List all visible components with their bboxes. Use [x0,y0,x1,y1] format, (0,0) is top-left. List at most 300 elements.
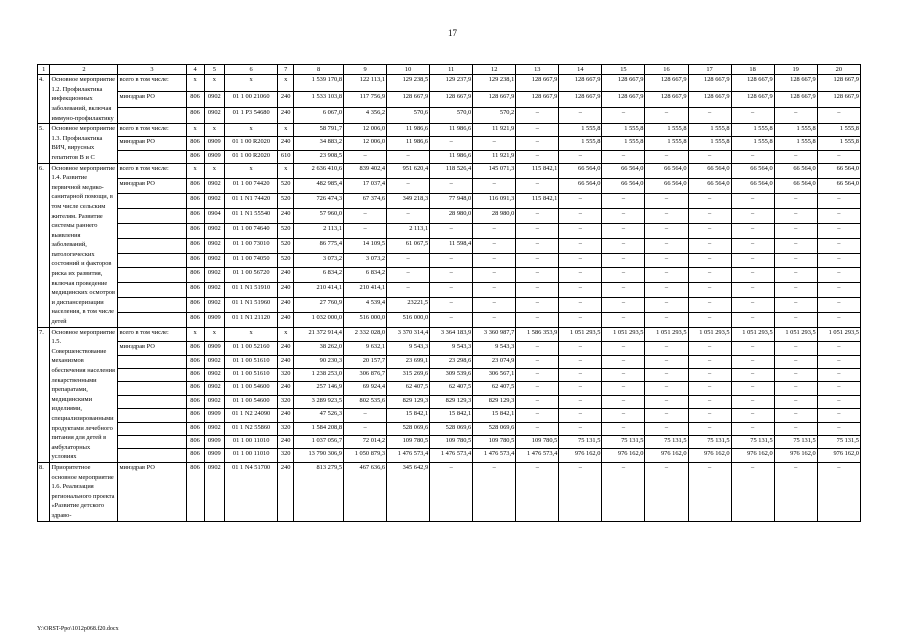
amount-cell: – [817,395,860,408]
budget-code-cell: 806 [186,312,204,327]
amount-cell: – [516,368,559,381]
amount-cell: – [559,341,602,355]
amount-cell: 6 834,2 [294,268,344,283]
amount-cell: – [688,409,731,422]
executor-cell [118,253,186,268]
amount-cell: 128 667,9 [645,75,688,92]
amount-cell: 1 476 573,4 [387,449,430,462]
budget-code-cell: 240 [278,312,294,327]
amount-cell: – [731,368,774,381]
column-number: 8 [294,65,344,75]
amount-cell: 1 555,8 [731,137,774,150]
file-path-footer: Y:\ORST-Ppo\1012p068.f20.docx [37,626,119,632]
amount-cell: 66 564,0 [688,178,731,193]
amount-cell: – [473,268,516,283]
amount-cell: – [645,209,688,224]
amount-cell: – [645,253,688,268]
amount-cell: 3 370 314,4 [387,327,430,341]
budget-code-cell: 0902 [204,462,224,521]
executor-cell [118,312,186,327]
amount-cell: 21 372 914,4 [294,327,344,341]
amount-cell: – [645,462,688,521]
budget-code-cell: 806 [186,137,204,150]
amount-cell: – [473,238,516,253]
amount-cell: – [731,409,774,422]
budget-code-cell: 0909 [204,341,224,355]
column-number: 13 [516,65,559,75]
budget-code-cell: 320 [278,368,294,381]
amount-cell: – [774,297,817,312]
executor-cell [118,238,186,253]
amount-cell: 15 842,1 [387,409,430,422]
executor-cell [118,436,186,449]
amount-cell: 115 842,1 [516,194,559,209]
amount-cell: 77 948,0 [430,194,473,209]
amount-cell: – [774,108,817,124]
table-row [38,382,861,395]
amount-cell: – [731,209,774,224]
amount-cell: – [774,382,817,395]
amount-cell: – [602,341,645,355]
amount-cell: 118 526,4 [430,163,473,178]
amount-cell: – [602,150,645,163]
executor-cell [118,283,186,298]
budget-code-cell: 806 [186,253,204,268]
amount-cell: 2 113,1 [387,223,430,238]
executor-cell: минздрав РО [118,341,186,355]
budget-code-cell: 806 [186,355,204,368]
table-row [38,355,861,368]
table-row [38,178,861,193]
amount-cell: 1 037 056,7 [294,436,344,449]
amount-cell: – [645,108,688,124]
measure-title: Основное мероприятие 1.4. Развитие первичной медико-санитарной помощи, в том числе сельским жителям. Развитие системы раннего выявления заболеваний, патологических состояний и факторов риска их развития, включая проведение медицинских осмотров и диспансеризации населения, в том числе детей [50,163,118,327]
budget-code-cell: 01 1 00 56720 [225,268,278,283]
amount-cell: – [731,283,774,298]
amount-cell: 839 402,4 [344,163,387,178]
budget-code-cell: 01 1 00 74640 [225,223,278,238]
amount-cell: 75 131,5 [688,436,731,449]
amount-cell: 23 298,6 [430,355,473,368]
budget-code-cell: 806 [186,108,204,124]
amount-cell: 1 555,8 [602,124,645,137]
budget-code-cell: 01 1 N1 51910 [225,283,278,298]
amount-cell: – [602,268,645,283]
amount-cell: 1 238 253,0 [294,368,344,381]
amount-cell: 66 564,0 [731,178,774,193]
amount-cell: 12 006,0 [344,137,387,150]
executor-cell [118,409,186,422]
amount-cell: – [516,137,559,150]
budget-table [37,64,861,522]
amount-cell: – [516,409,559,422]
amount-cell: 128 667,9 [817,91,860,108]
amount-cell: 528 069,6 [473,422,516,435]
executor-cell [118,209,186,224]
amount-cell: 66 564,0 [602,178,645,193]
amount-cell: – [602,462,645,521]
amount-cell: 570,6 [387,108,430,124]
column-number: 9 [344,65,387,75]
budget-code-cell: 01 1 N1 55540 [225,209,278,224]
amount-cell: 11 986,6 [387,124,430,137]
budget-code-cell: 0902 [204,178,224,193]
table-row [38,253,861,268]
amount-cell: 75 131,5 [645,436,688,449]
amount-cell: 34 883,2 [294,137,344,150]
amount-cell: 67 374,6 [344,194,387,209]
amount-cell: 1 051 293,5 [602,327,645,341]
amount-cell: 128 667,9 [774,75,817,92]
table-row [38,409,861,422]
amount-cell: – [645,283,688,298]
amount-cell: – [559,108,602,124]
amount-cell: 122 113,1 [344,75,387,92]
amount-cell: 1 051 293,5 [731,327,774,341]
amount-cell: – [516,223,559,238]
amount-cell: 3 364 183,9 [430,327,473,341]
budget-code-cell: 806 [186,91,204,108]
amount-cell: – [473,297,516,312]
amount-cell: – [817,150,860,163]
amount-cell: – [731,268,774,283]
amount-cell: – [387,283,430,298]
amount-cell: – [473,223,516,238]
executor-cell: минздрав РО [118,137,186,150]
budget-code-cell: 806 [186,150,204,163]
budget-code-cell: 0904 [204,209,224,224]
amount-cell: 813 279,5 [294,462,344,521]
amount-cell: 38 262,0 [294,341,344,355]
executor-cell [118,108,186,124]
amount-cell: 23 908,5 [294,150,344,163]
amount-cell: 1 051 293,5 [817,327,860,341]
column-number: 2 [50,65,118,75]
executor-cell [118,297,186,312]
amount-cell: – [602,238,645,253]
amount-cell: – [688,382,731,395]
amount-cell: 1 051 293,5 [645,327,688,341]
amount-cell: 309 539,6 [430,368,473,381]
executor-cell: всего в том числе: [118,163,186,178]
amount-cell: 829 129,3 [387,395,430,408]
amount-cell: 4 539,4 [344,297,387,312]
amount-cell: – [817,297,860,312]
amount-cell: 976 162,0 [774,449,817,462]
amount-cell: 109 780,5 [516,436,559,449]
budget-code-cell: х [278,327,294,341]
amount-cell: – [731,462,774,521]
amount-cell: – [387,178,430,193]
amount-cell: – [731,238,774,253]
amount-cell: – [516,124,559,137]
table-row [38,268,861,283]
amount-cell: – [774,150,817,163]
amount-cell: 23221,5 [387,297,430,312]
table-row [38,283,861,298]
amount-cell: – [645,150,688,163]
budget-code-cell: 01 1 N2 24090 [225,409,278,422]
amount-cell: – [430,253,473,268]
budget-code-cell: 806 [186,409,204,422]
amount-cell: – [516,178,559,193]
amount-cell: 11 986,6 [387,137,430,150]
amount-cell: – [602,108,645,124]
amount-cell: 1 476 573,4 [430,449,473,462]
amount-cell: 482 985,4 [294,178,344,193]
budget-code-cell: 01 1 00 R2020 [225,150,278,163]
amount-cell: 11 921,9 [473,124,516,137]
row-number: 8. [38,462,50,521]
amount-cell: – [688,194,731,209]
amount-cell: 28 980,0 [473,209,516,224]
amount-cell: 528 069,6 [430,422,473,435]
amount-cell: 1 555,8 [774,124,817,137]
amount-cell: 66 564,0 [774,163,817,178]
amount-cell: 516 000,0 [344,312,387,327]
amount-cell: – [688,462,731,521]
amount-cell: 75 131,5 [774,436,817,449]
budget-code-cell: 240 [278,283,294,298]
amount-cell: – [559,268,602,283]
budget-code-cell: 01 1 00 54600 [225,395,278,408]
budget-code-cell: 0902 [204,253,224,268]
amount-cell: – [430,283,473,298]
amount-cell: – [731,194,774,209]
budget-code-cell: 01 1 00 51610 [225,368,278,381]
amount-cell: 28 980,0 [430,209,473,224]
budget-code-cell: 806 [186,395,204,408]
budget-code-cell: 240 [278,382,294,395]
amount-cell: 128 667,9 [516,75,559,92]
amount-cell: – [559,209,602,224]
budget-code-cell: 240 [278,436,294,449]
amount-cell: 6 067,0 [294,108,344,124]
budget-code-cell: х [278,163,294,178]
table-row [38,312,861,327]
amount-cell: 23 074,9 [473,355,516,368]
amount-cell: 145 071,3 [473,163,516,178]
budget-code-cell: 01 1 00 52160 [225,341,278,355]
amount-cell: – [688,395,731,408]
budget-code-cell: х [186,327,204,341]
row-number: 7. [38,327,50,462]
table-row [38,209,861,224]
amount-cell: – [387,268,430,283]
budget-code-cell: 806 [186,209,204,224]
budget-code-cell: 240 [278,268,294,283]
budget-code-cell: 0902 [204,422,224,435]
amount-cell: – [516,253,559,268]
budget-code-cell: 01 1 00 74420 [225,178,278,193]
executor-cell [118,368,186,381]
column-number: 20 [817,65,860,75]
table-row [38,91,861,108]
amount-cell: – [559,283,602,298]
amount-cell: – [559,223,602,238]
amount-cell: – [344,209,387,224]
budget-code-cell: 01 1 N1 21120 [225,312,278,327]
amount-cell: 15 842,1 [430,409,473,422]
executor-cell: всего в том числе: [118,327,186,341]
amount-cell: – [516,395,559,408]
budget-code-cell: 806 [186,283,204,298]
amount-cell: – [559,194,602,209]
amount-cell: – [559,312,602,327]
amount-cell: – [516,382,559,395]
executor-cell [118,194,186,209]
amount-cell: 3 360 987,7 [473,327,516,341]
amount-cell: 1 555,8 [602,137,645,150]
amount-cell: 2 113,1 [294,223,344,238]
amount-cell: – [688,238,731,253]
amount-cell: – [817,382,860,395]
budget-code-cell: 806 [186,268,204,283]
amount-cell: 1 555,8 [559,137,602,150]
table-row [38,368,861,381]
amount-cell: – [817,355,860,368]
amount-cell: 66 564,0 [774,178,817,193]
amount-cell: 1 586 353,9 [516,327,559,341]
amount-cell: 4 356,2 [344,108,387,124]
budget-code-cell: 520 [278,178,294,193]
amount-cell: 11 986,6 [430,150,473,163]
column-number: 15 [602,65,645,75]
budget-code-cell: 01 1 N1 74420 [225,194,278,209]
budget-code-cell: х [204,124,224,137]
amount-cell: 61 067,5 [387,238,430,253]
column-number: 5 [204,65,224,75]
amount-cell: 128 667,9 [731,91,774,108]
amount-cell: – [774,194,817,209]
amount-cell: – [559,297,602,312]
budget-code-cell: 520 [278,253,294,268]
amount-cell: 128 667,9 [387,91,430,108]
budget-code-cell: 806 [186,449,204,462]
amount-cell: 15 842,1 [473,409,516,422]
amount-cell: – [473,253,516,268]
column-number: 16 [645,65,688,75]
amount-cell: 306 567,1 [473,368,516,381]
budget-code-cell: 240 [278,341,294,355]
amount-cell: – [344,223,387,238]
amount-cell: 66 564,0 [731,163,774,178]
budget-code-cell: 0902 [204,238,224,253]
budget-code-cell: 0909 [204,137,224,150]
amount-cell: – [559,409,602,422]
amount-cell: – [473,178,516,193]
amount-cell: 75 131,5 [602,436,645,449]
measure-title: Основное мероприятие 1.2. Профилактика инфекционных заболеваний, включая иммуно-профилактику [50,75,118,124]
amount-cell: – [774,283,817,298]
budget-code-cell: 320 [278,395,294,408]
amount-cell: – [817,108,860,124]
amount-cell: 951 620,4 [387,163,430,178]
column-number: 12 [473,65,516,75]
column-number: 19 [774,65,817,75]
amount-cell: – [473,462,516,521]
amount-cell: – [645,238,688,253]
amount-cell: – [731,297,774,312]
budget-code-cell: 240 [278,297,294,312]
amount-cell: – [688,355,731,368]
budget-code-cell: х [225,75,278,92]
amount-cell: 128 667,9 [516,91,559,108]
amount-cell: – [731,355,774,368]
budget-code-cell: 01 1 P3 54680 [225,108,278,124]
budget-code-cell: х [225,327,278,341]
budget-code-cell: 0902 [204,91,224,108]
amount-cell: – [774,355,817,368]
column-number: 10 [387,65,430,75]
executor-cell: минздрав РО [118,91,186,108]
amount-cell: 129 238,5 [387,75,430,92]
amount-cell: 75 131,5 [731,436,774,449]
amount-cell: 128 667,9 [602,91,645,108]
budget-code-cell: х [204,327,224,341]
amount-cell: – [516,150,559,163]
budget-code-cell: 240 [278,91,294,108]
amount-cell: – [688,422,731,435]
amount-cell: 23 699,1 [387,355,430,368]
table-row [38,108,861,124]
amount-cell: 802 535,6 [344,395,387,408]
amount-cell: 75 131,5 [817,436,860,449]
amount-cell: 66 564,0 [559,178,602,193]
budget-code-cell: 806 [186,178,204,193]
amount-cell: – [602,355,645,368]
amount-cell: – [645,341,688,355]
amount-cell: 516 000,0 [387,312,430,327]
column-number-row [38,65,861,75]
table-row [38,124,861,137]
amount-cell: – [559,238,602,253]
budget-code-cell: 240 [278,108,294,124]
budget-code-cell: 01 1 00 51610 [225,355,278,368]
amount-cell: – [731,108,774,124]
amount-cell: 1 533 103,8 [294,91,344,108]
amount-cell: – [430,297,473,312]
amount-cell: – [774,395,817,408]
amount-cell: – [645,422,688,435]
amount-cell: – [516,312,559,327]
amount-cell: 1 555,8 [559,124,602,137]
amount-cell: 570,0 [430,108,473,124]
amount-cell: – [344,150,387,163]
amount-cell: – [731,341,774,355]
amount-cell: – [602,297,645,312]
column-number: 11 [430,65,473,75]
table-row [38,238,861,253]
amount-cell: 12 006,0 [344,124,387,137]
amount-cell: 976 162,0 [602,449,645,462]
amount-cell: 66 564,0 [817,163,860,178]
amount-cell: 128 667,9 [430,91,473,108]
amount-cell: 11 986,6 [430,124,473,137]
budget-code-cell: 520 [278,194,294,209]
budget-code-cell: х [204,163,224,178]
budget-code-cell: 806 [186,382,204,395]
budget-code-cell: 0909 [204,449,224,462]
amount-cell: 528 069,6 [387,422,430,435]
amount-cell: – [817,238,860,253]
amount-cell: – [602,253,645,268]
amount-cell: – [774,253,817,268]
amount-cell: – [645,223,688,238]
budget-code-cell: 610 [278,150,294,163]
budget-code-cell: 01 1 00 11010 [225,436,278,449]
amount-cell: – [559,382,602,395]
